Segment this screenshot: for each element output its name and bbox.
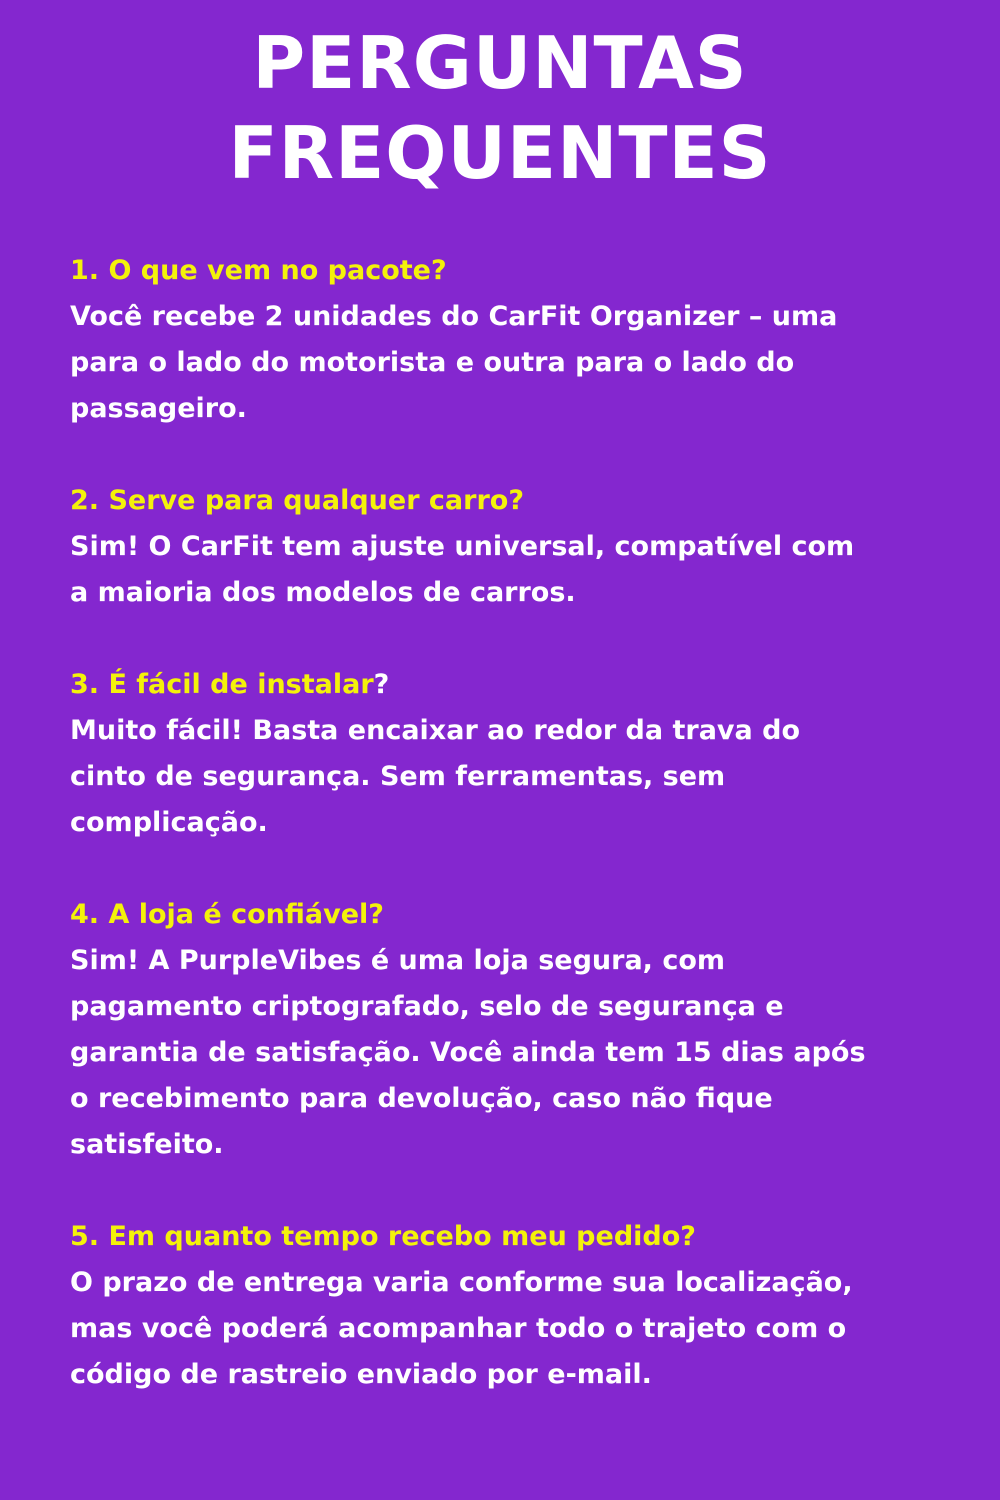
faq-answer-2: Sim! O CarFit tem ajuste universal, compatível com a maioria dos modelos de carros. [70,531,855,608]
faq-question-5 [70,1214,940,1260]
faq-question-5-text: 5. Em quanto tempo recebo meu pedido? [70,1221,696,1252]
faq-question-1-text: 1. O que vem no pacote? [70,255,447,286]
page-title-line-1: PERGUNTAS [252,21,748,105]
faq-item-3 [70,662,940,846]
faq-answer-4: Sim! A PurpleVibes é uma loja segura, com pagamento criptografado, selo de segurança e garantia de satisfação. Você ainda tem 15 dias após o recebimento para devolução, caso não fique satisfeito. [70,945,866,1160]
faq-question-2 [70,478,940,524]
faq-item-5 [70,1214,940,1398]
faq-question-3-text: 3. É fácil de instalar [70,669,374,700]
faq-list [70,248,940,1398]
faq-question-2-text: 2. Serve para qualquer carro? [70,485,524,516]
faq-question-3 [70,662,940,708]
faq-answer-3: Muito fácil! Basta encaixar ao redor da trava do cinto de segurança. Sem ferramentas, sem complicação. [70,715,801,838]
faq-item-4 [70,892,940,1168]
faq-item-1 [70,248,940,432]
faq-question-3-tail: ? [373,669,390,700]
page-title [0,0,1000,198]
faq-answer-5: O prazo de entrega varia conforme sua localização, mas você poderá acompanhar todo o trajeto com o código de rastreio enviado por e-mail. [70,1267,853,1390]
faq-question-1 [70,248,940,294]
faq-answer-1: Você recebe 2 unidades do CarFit Organizer – uma para o lado do motorista e outra para o lado do passageiro. [70,301,838,424]
page-title-line-2: FREQUENTES [228,111,772,195]
faq-question-4 [70,892,940,938]
faq-question-4-text: 4. A loja é confiável? [70,899,384,930]
faq-item-2 [70,478,940,616]
